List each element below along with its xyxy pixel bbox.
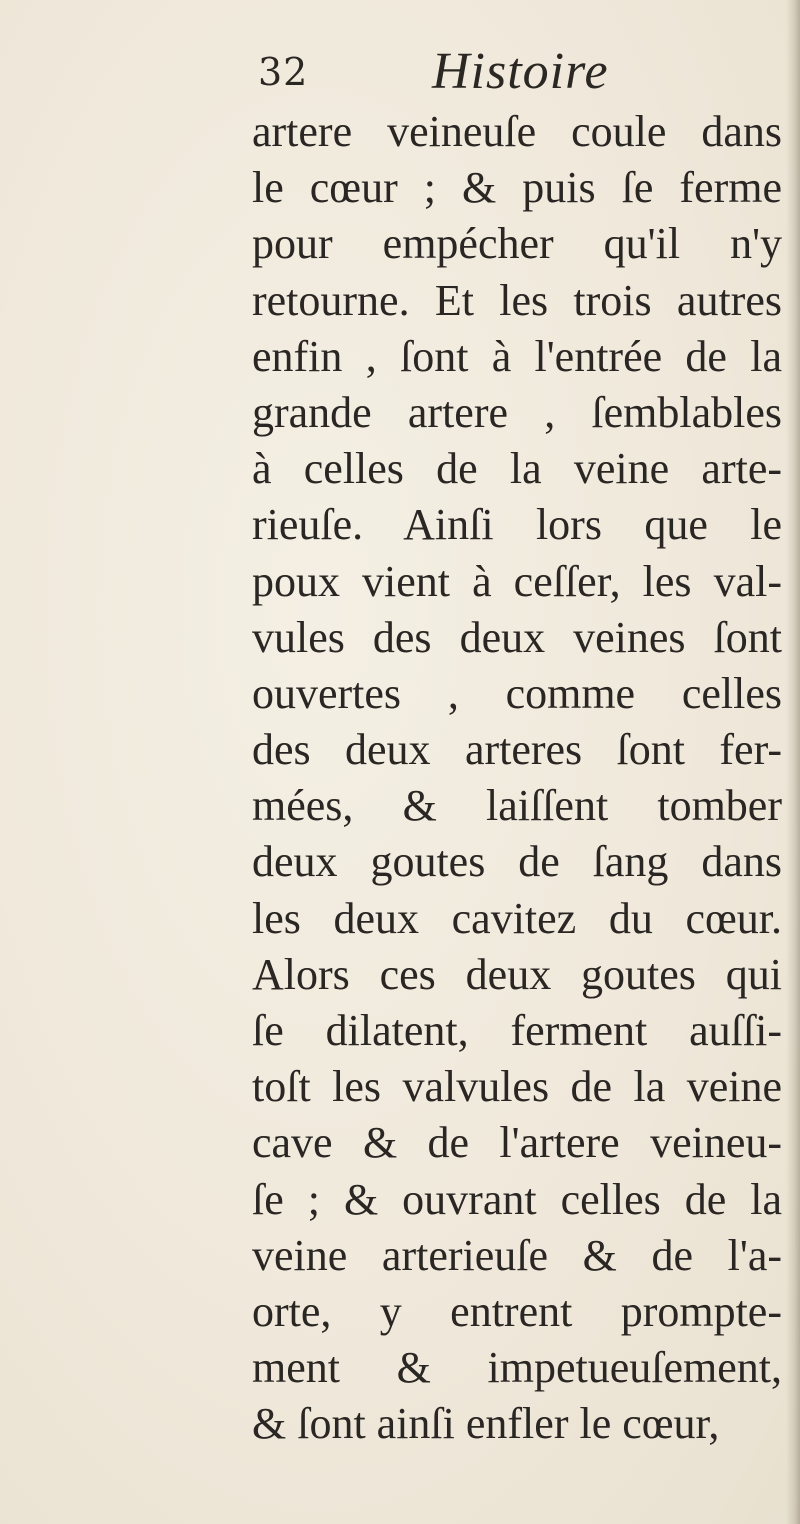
- text-line: veine arterieuſe & de l'a-: [252, 1230, 782, 1280]
- text-line: ouvertes , comme celles: [252, 668, 782, 718]
- text-line: enfin , ſont à l'entrée de la: [252, 331, 782, 381]
- text-line: poux vient à ceſſer, les val-: [252, 556, 782, 606]
- text-line: cave & de l'artere veineu-: [252, 1118, 782, 1168]
- text-line: à celles de la veine arte-: [252, 444, 782, 494]
- text-line: orte, y entrent prompte-: [252, 1286, 782, 1336]
- text-line: artere veineuſe coule dans: [252, 107, 782, 156]
- text-line: retourne. Et les trois autres: [252, 275, 782, 325]
- text-line: ſe ; & ouvrant celles de la: [252, 1174, 782, 1224]
- text-line: pour empécher qu'il n'y: [252, 219, 782, 269]
- text-line: le cœur ; & puis ſe ferme: [252, 163, 782, 213]
- text-line: rieuſe. Ainſi lors que le: [252, 500, 782, 550]
- text-line: des deux arteres ſont fer-: [252, 725, 782, 775]
- page-number: 32: [258, 50, 309, 94]
- text-line: mées, & laiſſent tomber: [252, 781, 782, 831]
- text-line: ſe dilatent, ferment auſſi-: [252, 1006, 782, 1055]
- text-line: & ſont ainſi enfler le cœur,: [252, 1399, 720, 1449]
- running-title: Histoire: [432, 43, 609, 100]
- text-line: ment & impetueuſement,: [252, 1343, 782, 1393]
- page-edge-shadow: [786, 0, 800, 1524]
- text-line: deux goutes de ſang dans: [252, 837, 782, 887]
- text-line: toſt les valvules de la veine: [252, 1062, 782, 1112]
- text-line: grande artere , ſemblables: [252, 387, 782, 437]
- text-line: Alors ces deux goutes qui: [252, 949, 782, 999]
- running-head: [0, 38, 800, 108]
- body-text: [252, 104, 782, 1453]
- text-line: vules des deux veines ſont: [252, 612, 782, 662]
- text-line: les deux cavitez du cœur.: [252, 893, 782, 943]
